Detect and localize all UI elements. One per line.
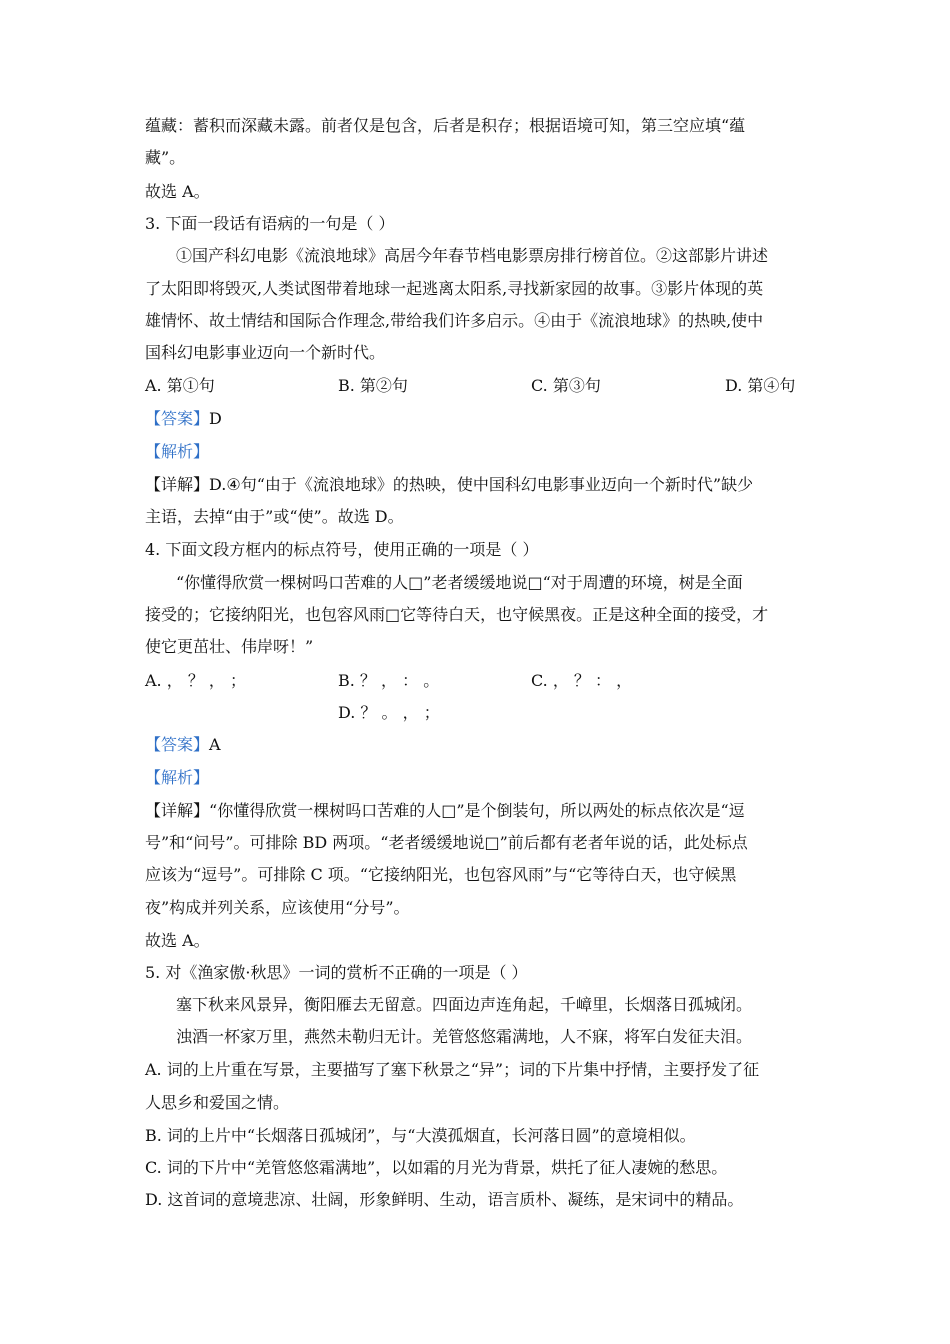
q4-answer-line — [145, 734, 221, 756]
q3-answer-tag: 【答案】 — [145, 409, 210, 428]
q5-option-a: A. 词的上片重在写景，主要描写了塞下秋景之“异”；词的下片集中抒情，主要抒发了征 — [145, 1060, 760, 1079]
intro-line-2: 藏”。 — [145, 148, 186, 167]
q4-option-a: A. ， ？ ， ； — [145, 671, 246, 690]
intro-line-1: 蕴藏：蓄积而深藏未露。前者仅是包含，后者是积存；根据语境可知，第三空应填“蕴 — [145, 116, 746, 135]
q3-option-b: B. 第②句 — [338, 376, 408, 395]
q4-detail-text: “你懂得欣赏一棵树吗口苦难的人□”是个倒装句，所以两处的标点依次是“逗 — [209, 801, 745, 820]
q3-detail-tag: 【详解】 — [145, 475, 210, 494]
q3-analysis-tag: 【解析】 — [145, 442, 210, 461]
q4-detail-line: 号”和“问号”。可排除 BD 两项。“老者缓缓地说□”前后都有老者年说的话，此处标点 — [145, 833, 748, 852]
q5-option-c: C. 词的下片中“羌管悠悠霜满地”，以如霜的月光为背景，烘托了征人凄婉的愁思。 — [145, 1158, 728, 1177]
q5-option-d: D. 这首词的意境悲凉、壮阔，形象鲜明、生动，语言质朴、凝练，是宋词中的精品。 — [145, 1190, 744, 1209]
q5-option-b: B. 词的上片中“长烟落日孤城闭”，与“大漠孤烟直，长河落日圆”的意境相似。 — [145, 1126, 696, 1145]
q5-stem: 5. 对《渔家傲·秋思》一词的赏析不正确的一项是（ ） — [145, 963, 528, 982]
q4-answer-tag: 【答案】 — [145, 735, 210, 754]
q4-option-b: B. ？ ， ： 。 — [338, 671, 440, 690]
q4-option-c: C. ， ？ ： ， — [531, 671, 633, 690]
q4-conclusion: 故选 A。 — [145, 931, 210, 950]
q3-passage-line: 国科幻电影事业迈向一个新时代。 — [145, 343, 386, 362]
q3-passage-line: ①国产科幻电影《流浪地球》高居今年春节档电影票房排行榜首位。②这部影片讲述 — [176, 246, 769, 265]
intro-conclusion: 故选 A。 — [145, 182, 210, 201]
q4-detail-line: 应该为“逗号”。可排除 C 项。“它接纳阳光，也包容风雨”与“它等待白天，也守候黑 — [145, 865, 737, 884]
q3-passage-line: 雄情怀、故土情结和国际合作理念,带给我们许多启示。④由于《流浪地球》的热映,使中 — [145, 311, 764, 330]
q4-passage-line: 使它更茁壮、伟岸呀！” — [145, 637, 314, 656]
q4-answer: A — [209, 735, 221, 754]
q4-stem: 4. 下面文段方框内的标点符号，使用正确的一项是（ ） — [145, 540, 539, 559]
q4-passage-line: “你懂得欣赏一棵树吗口苦难的人□”老者缓缓地说□“对于周遭的环境，树是全面 — [176, 573, 743, 592]
q5-option-a-cont: 人思乡和爱国之情。 — [145, 1093, 290, 1112]
q3-option-c: C. 第③句 — [531, 376, 601, 395]
q3-answer-line — [145, 408, 222, 430]
q3-passage-line: 了太阳即将毁灭,人类试图带着地球一起逃离太阳系,寻找新家园的故事。③影片体现的英 — [145, 279, 764, 298]
q3-option-a: A. 第①句 — [145, 376, 215, 395]
q4-detail-tag: 【详解】 — [145, 801, 210, 820]
q3-answer: D — [209, 409, 222, 428]
q4-passage-line: 接受的；它接纳阳光，也包容风雨□它等待白天，也守候黑夜。正是这种全面的接受，才 — [145, 605, 769, 624]
q3-detail-line — [145, 474, 753, 496]
q5-poem-line: 浊酒一杯家万里，燕然未勒归无计。羌管悠悠霜满地，人不寐，将军白发征夫泪。 — [176, 1027, 753, 1046]
q3-option-d: D. 第④句 — [725, 376, 796, 395]
q3-stem: 3. 下面一段话有语病的一句是（ ） — [145, 214, 395, 233]
q4-analysis-tag: 【解析】 — [145, 768, 210, 787]
q4-option-d: D. ？ 。 ， ； — [338, 703, 440, 722]
q4-detail-line — [145, 800, 745, 822]
q5-poem-line: 塞下秋来风景异，衡阳雁去无留意。四面边声连角起，千嶂里，长烟落日孤城闭。 — [176, 995, 753, 1014]
q4-detail-line: 夜”构成并列关系，应该使用“分号”。 — [145, 898, 410, 917]
q3-detail-line: 主语，去掉“由于”或“使”。故选 D。 — [145, 507, 404, 526]
q3-detail-text: D.④句“由于《流浪地球》的热映，使中国科幻电影事业迈向一个新时代”缺少 — [209, 475, 754, 494]
